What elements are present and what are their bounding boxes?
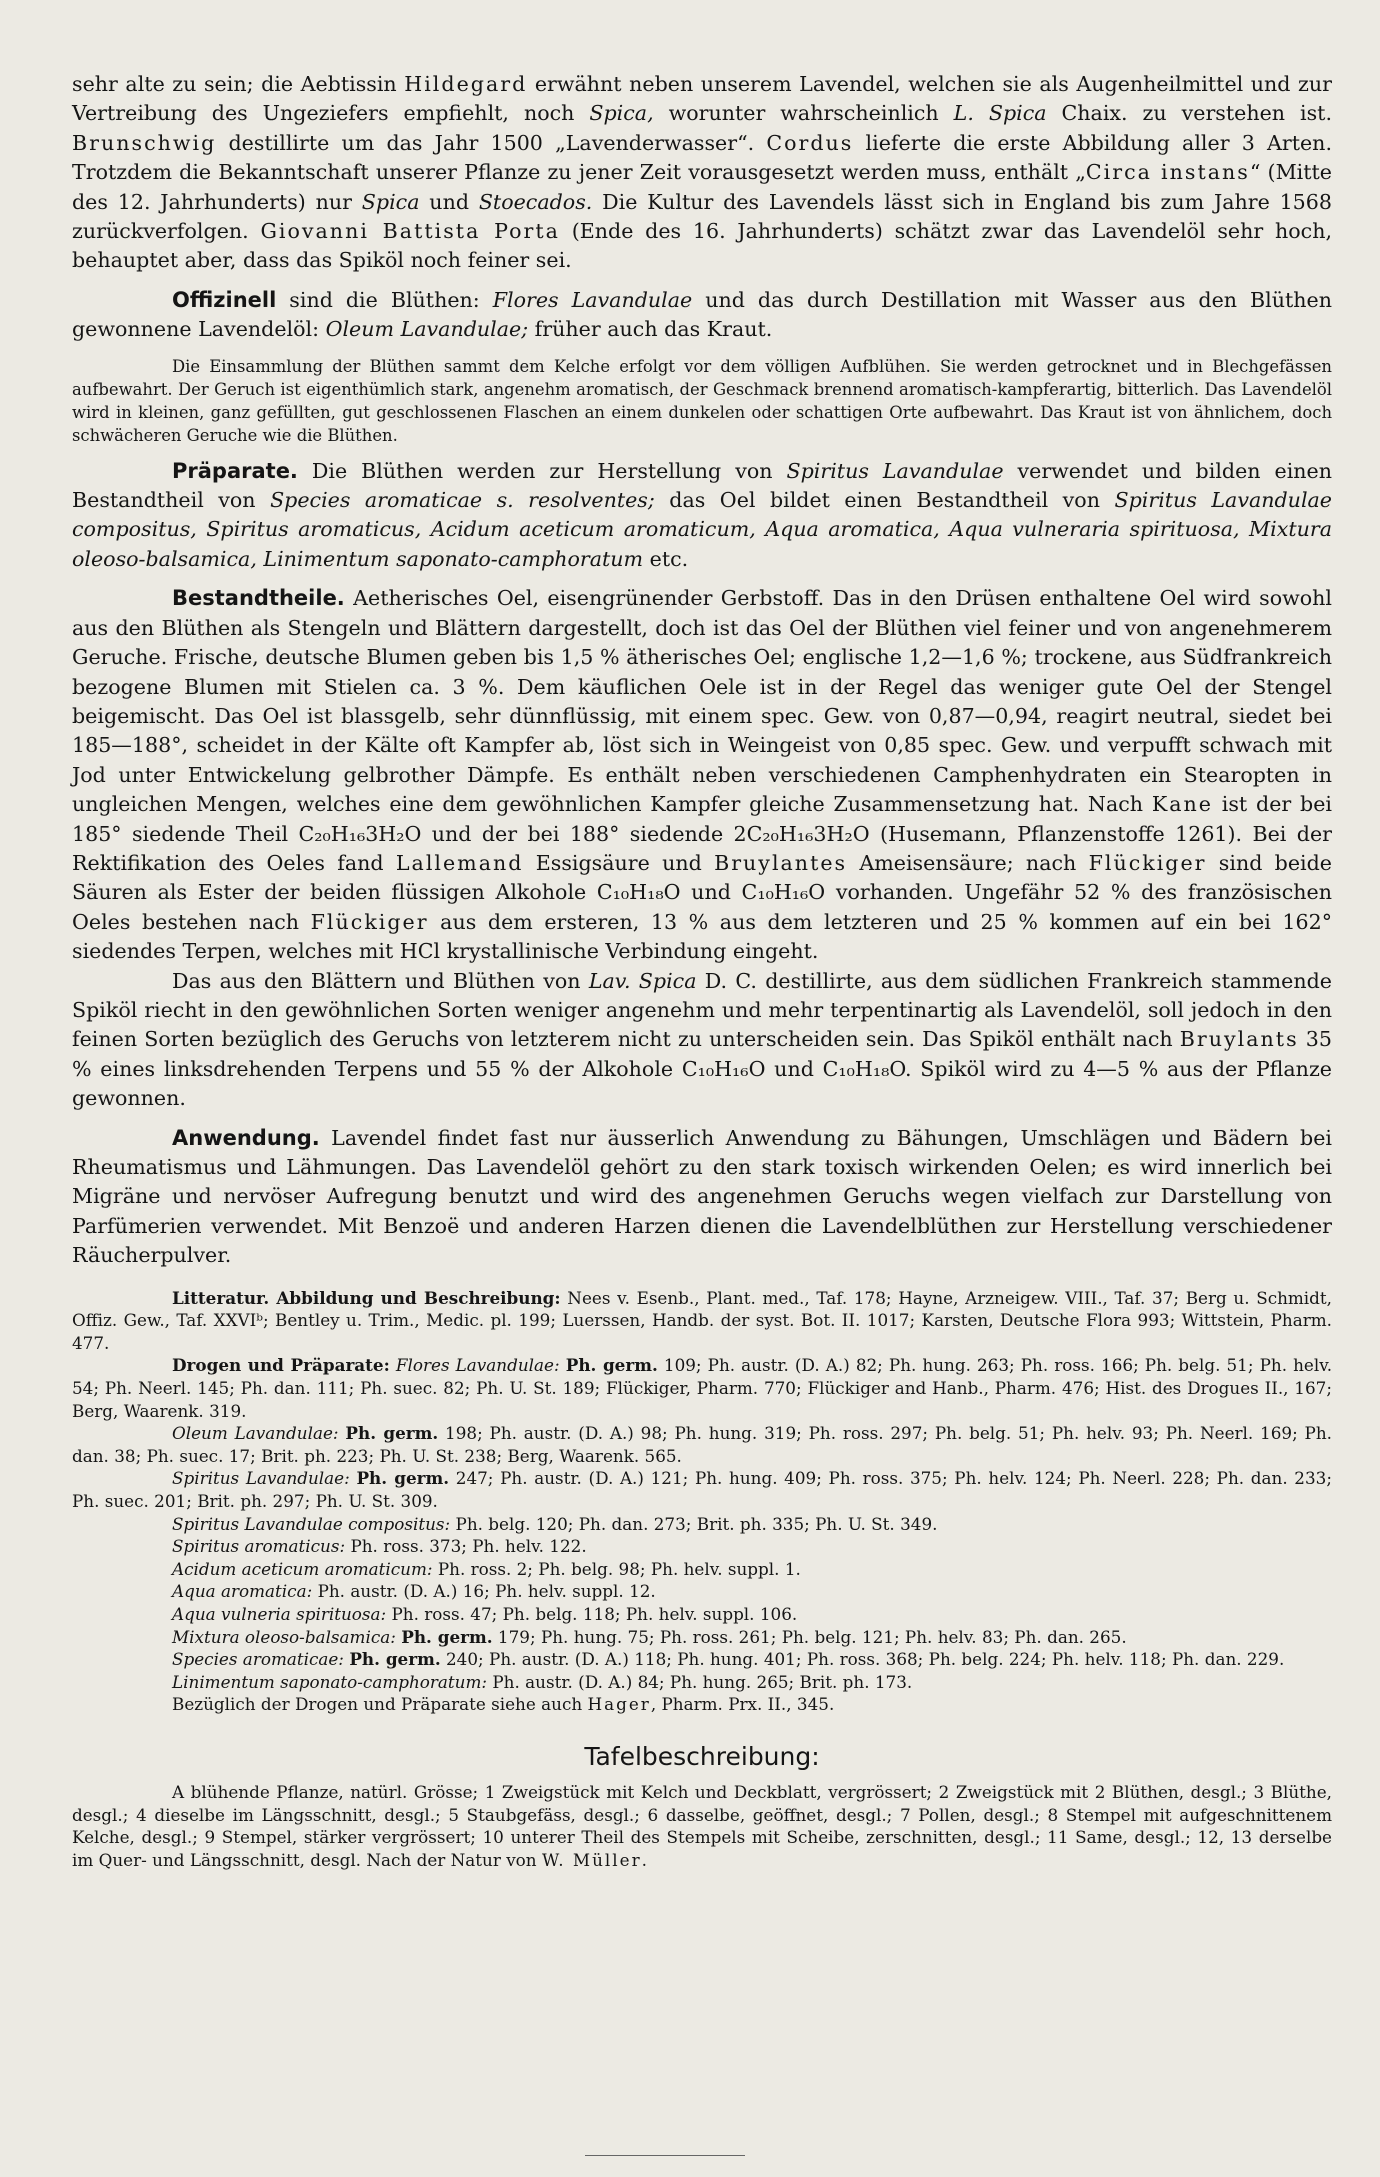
p1-run: erwähnt neben unserem Lavendel, welchen sie als Augenheilmittel und zur Vertreibung des Ungeziefers empfiehlt, noch — [72, 72, 1333, 126]
lit4-run: 247; Ph. austr. (D. A.) 121; Ph. hung. 409; Ph. ross. 375; Ph. helv. 124; Ph. Neerl. 228; Ph. dan. 233; Ph. suec. 201; Brit. ph. 297; Ph. U. St. 309. — [72, 1468, 1332, 1511]
lit2-run: 109; Ph. austr. (D. A.) 82; Ph. hung. 263; Ph. ross. 166; Ph. belg. 51; Ph. helv. 54; Ph. Neerl. 145; Ph. dan. 111; Ph. suec. 82; Ph. U. St. 189; Flückiger, Pharm. 770; Flückiger and Hanb., Pharm. 476; Hist. des Drogues II., 167; Berg, Waarenk. 319. — [72, 1355, 1333, 1421]
lit8-run: Aqua aromatica: — [172, 1581, 313, 1602]
p6-run: Bruylants — [1179, 1027, 1299, 1052]
lit12-run: Ph. austr. (D. A.) 84; Ph. hung. 265; Brit. ph. 173. — [487, 1671, 913, 1692]
lit7-run: Ph. ross. 2; Ph. belg. 98; Ph. helv. suppl. 1. — [432, 1558, 801, 1579]
p4-run: Spiritus Lavandulae compositus, Spiritus aromaticus, Acidum aceticum aromaticum, Aqua aromatica, Aqua vulneraria spirituosa, Mixtura oleoso-balsamica, Linimentum saponato-camphoratum — [72, 488, 1332, 571]
p5-run: Bestandtheile. — [172, 586, 345, 611]
p3-run: Die Einsammlung der Blüthen sammt dem Kelche erfolgt vor dem völligen Aufblühen. Sie werden getrocknet und in Blechgefässen aufbewahrt. Der Geruch ist eigenthümlich stark, angenehm aromatisch, der Geschmack brennend aromatisch-kampferartig, bitterlich. Das Lavendelöl wird in kleinen, ganz gefüllten, gut geschlossenen Flaschen an einem dunkelen oder schattigen Orte aufbewahrt. Das Kraut ist von ähnlichem, doch schwächeren Geruche wie die Blüthen. — [72, 356, 1332, 445]
p1-run: Circa instans — [1085, 160, 1250, 185]
p4-run: etc. — [643, 546, 689, 571]
tafel-description — [72, 1781, 1332, 1871]
litteratur-oleum — [72, 1422, 1332, 1467]
tafel-run: W. Müller — [541, 1849, 642, 1870]
p2-run: früher auch das Kraut. — [528, 317, 773, 342]
lit6-run: Spiritus aromaticus: — [172, 1536, 346, 1557]
litteratur-spiritus — [72, 1467, 1332, 1512]
lit11-run: 240; Ph. austr. (D. A.) 118; Ph. hung. 401; Ph. ross. 368; Ph. belg. 224; Ph. helv. 118; Ph. dan. 229. — [440, 1649, 1285, 1670]
paragraph-bestandtheile — [72, 584, 1332, 966]
p6-run: D. C. destillirte, aus dem südlichen Frankreich stammende Spiköl riecht in den gewöhnlichen Sorten weniger angenehm und mehr terpentinartig als Lavendelöl, soll jedoch in den feinen Sorten bezüglich des Geruchs von letzterem nicht zu unterscheiden sein. Das Spiköl enthält nach — [72, 968, 1332, 1052]
p4-run: verwendet und bilden einen Bestandtheil von — [72, 458, 1333, 513]
p5-run: Aetherisches Oel, eisengrünender Gerbstoff. Das in den Drüsen enthaltene Oel wird sowohl aus den Blüthen als Stengeln und Blättern dargestellt, doch ist das Oel der Blüthen viel feiner und von angenehmerem Geruche. Frische, deutsche Blumen geben bis 1,5 % ätherisches Oel; englische 1,2—1,6 %; trockene, aus Südfrankreich bezogene Blumen mit Stielen ca. 3 %. Dem käuflichen Oele ist in der Regel das weniger gute Oel der Stengel beigemischt. Das Oel ist blassgelb, sehr dünnflüssig, mit einem spec. Gew. von 0,87—0,94, reagirt neutral, siedet bei 185—188°, scheidet in der Kälte oft Kampfer ab, löst sich in Weingeist von 0,85 spec. Gew. und verpufft schwach mit Jod unter Entwickelung gelbrother Dämpfe. Es enthält neben verschiedenen Camphenhydraten ein Stearopten in ungleichen Mengen, welches eine dem gewöhnlichen Kampfer gleiche Zusammensetzung hat. Nach — [72, 586, 1332, 817]
lit1-run: Nees v. Esenb., Plant. med., Taf. 178; Hayne, Arzneigew. VIII., Taf. 37; Berg u. Schmidt, Offiz. Gew., Taf. XXVIᵇ; Bentley u. Trim., Medic. pl. 199; Luerssen, Handb. der syst. Bot. II. 1017; Karsten, Deutsche Flora 993; Wittstein, Pharm. 477. — [72, 1287, 1332, 1353]
paragraph-offizinell — [72, 286, 1332, 345]
p2-run: Oleum Lavandulae; — [325, 317, 529, 342]
p5-run: ist der bei 185° siedende Theil C₂₀H₁₆3H₂O und der bei 188° siedende 2C₂₀H₁₆3H₂O (Husemann, Pflanzenstoffe 1261). Bei der Rektifikation des Oeles fand — [72, 792, 1332, 875]
p5-run: Ameisensäure; nach — [847, 850, 1089, 875]
lit12-run: Linimentum saponato-camphoratum: — [172, 1671, 488, 1692]
p5-run: Flückiger — [1088, 850, 1207, 875]
lit4-run: Spiritus Lavandulae: — [172, 1468, 350, 1489]
lit4-run: Ph. germ. — [356, 1468, 450, 1489]
p1-run: Brunschwig — [72, 130, 217, 155]
lit3-run: 198; Ph. austr. (D. A.) 98; Ph. hung. 319; Ph. ross. 297; Ph. belg. 51; Ph. helv. 93; Ph. Neerl. 169; Ph. dan. 38; Ph. suec. 17; Brit. ph. 223; Ph. U. St. 238; Berg, Waarenk. 565. — [72, 1423, 1332, 1466]
lit2-run: Drogen und Präparate: — [172, 1355, 390, 1376]
p4-run: Spiritus Lavandulae — [786, 458, 1004, 483]
tafel-run: A blühende Pflanze, natürl. Grösse; 1 Zweigstück mit Kelch und Deckblatt, vergrössert; 2 Zweigstück mit 2 Blüthen, desgl.; 3 Blüthe, desgl.; 4 dieselbe im Längsschnitt, desgl.; 5 Staubgefäss, desgl.; 6 dasselbe, geöffnet, desgl.; 7 Pollen, desgl.; 8 Stempel mit aufgeschnittenem Kelche, desgl.; 9 Stempel, stärker vergrössert; 10 unterer Theil des Stempels mit Scheibe, zerschnitten, desgl.; 11 Same, desgl.; 12, 13 derselbe im Quer- und Längsschnitt, desgl. Nach der Natur von — [72, 1781, 1332, 1870]
paragraph-history — [72, 70, 1332, 276]
p7-run: Lavendel findet fast nur äusserlich Anwendung zu Bähungen, Umschlägen und Bädern bei Rheumatismus und Lähmungen. Das Lavendelöl gehört zu den stark toxisch wirkenden Oelen; es wird innerlich bei Migräne und nervöser Aufregung benutzt und wird des angenehmen Geruchs wegen vielfach zur Darstellung von Parfümerien verwendet. Mit Benzoë und anderen Harzen dienen die Lavendelblüthen zur Herstellung verschiedener Räucherpulver. — [72, 1125, 1332, 1268]
litteratur-drogen — [72, 1354, 1332, 1422]
lit9-run: Aqua vulneria spirituosa: — [172, 1603, 387, 1624]
p5-run: Kane — [1151, 792, 1213, 817]
litteratur-species — [72, 1648, 1332, 1671]
lit3-run: Oleum Lavandulae: — [172, 1423, 339, 1444]
lit13-run: Bezüglich der Drogen und Präparate siehe auch — [172, 1694, 588, 1715]
p1-run: Cordus — [766, 130, 854, 155]
p1-run: (Ende des 16. Jahrhunderts) schätzt zwar das Lavendelöl sehr hoch, behauptet aber, dass das Spiköl noch feiner sei. — [72, 219, 1332, 273]
paragraph-anwendung — [72, 1124, 1332, 1271]
lit9-run: Ph. ross. 47; Ph. belg. 118; Ph. helv. suppl. 106. — [386, 1603, 798, 1624]
paragraph-collection-note — [72, 355, 1332, 447]
paragraph-praeparate — [72, 457, 1332, 575]
p6-run: Lav. Spica — [588, 968, 697, 993]
lit5-run: Spiritus Lavandulae compositus: — [172, 1513, 451, 1534]
p1-run: lieferte die erste Abbildung aller 3 Arten. Trotzdem die Bekanntschaft unserer Pflanze zu jener Zeit vorausgesetzt werden muss, enthält „ — [72, 130, 1332, 185]
p6-run: 35 % eines linksdrehenden Terpens und 55 % der Alkohole C₁₀H₁₆O und C₁₀H₁₈O. Spiköl wird zu 4—5 % aus der Pflanze gewonnen. — [72, 1027, 1332, 1111]
p1-run: Stoecados. — [478, 189, 593, 214]
p1-run: Die Kultur des Lavendels lässt sich in England bis zum Jahre 1568 zurückverfolgen. — [72, 189, 1332, 244]
lit13-run: , Pharm. Prx. II., 345. — [650, 1694, 835, 1715]
p1-run: worunter wahrscheinlich — [653, 101, 954, 126]
p6-run: Das aus den Blättern und Blüthen von — [172, 968, 589, 993]
litteratur-hager — [72, 1693, 1332, 1716]
p1-run: Giovanni Battista Porta — [260, 219, 560, 244]
p4-run: Präparate. — [172, 458, 298, 483]
p1-run: destillirte um das Jahr 1500 „Lavenderwasser“. — [216, 130, 767, 155]
p5-run: Bruylantes — [714, 850, 848, 875]
p1-run: L. Spica — [953, 101, 1047, 126]
p1-run: und — [419, 189, 479, 214]
lit2-run: Flores Lavandulae: — [395, 1355, 560, 1376]
litteratur-aqua-aromatica — [72, 1580, 1332, 1603]
p4-run: Species aromaticae s. resolventes; — [270, 488, 655, 513]
lit10-run: Ph. germ. — [401, 1626, 493, 1647]
litteratur-acidum — [72, 1558, 1332, 1581]
p5-run: Flückiger — [310, 909, 429, 934]
footer-rule — [585, 2155, 745, 2156]
lit5-run: Ph. belg. 120; Ph. dan. 273; Brit. ph. 335; Ph. U. St. 349. — [450, 1513, 938, 1534]
paragraph-spikoel — [72, 967, 1332, 1114]
p1-run: “ (Mitte des 12. Jahrhunderts) nur — [72, 160, 1332, 214]
litteratur-aqua-vulneria — [72, 1603, 1332, 1626]
litteratur-abbildung — [72, 1287, 1332, 1355]
tafel-run: . — [641, 1849, 647, 1870]
lit10-run: 179; Ph. hung. 75; Ph. ross. 261; Ph. belg. 121; Ph. helv. 83; Ph. dan. 265. — [492, 1626, 1127, 1647]
litteratur-spiritus-compositus — [72, 1513, 1332, 1536]
lit8-run: Ph. austr. (D. A.) 16; Ph. helv. suppl. 12. — [312, 1581, 656, 1602]
p5-run: Lallemand — [395, 850, 524, 875]
p1-run: Hildegard — [404, 72, 528, 96]
lit7-run: Acidum aceticum aromaticum: — [172, 1558, 433, 1579]
p5-run: aus dem ersteren, 13 % aus dem letzteren und 25 % kommen auf ein bei 162° siedendes Terpen, welches mit HCl krystallinische Verbindung eingeht. — [72, 909, 1332, 964]
p1-run: Spica — [361, 189, 420, 214]
p5-run: sind beide Säuren als Ester der beiden flüssigen Alkohole C₁₀H₁₈O und C₁₀H₁₆O vorhanden. Ungefähr 52 % des französischen Oeles bestehen nach — [72, 850, 1332, 934]
lit10-run: Mixtura oleoso-balsamica: — [172, 1626, 396, 1647]
p5-run: Essigsäure und — [523, 850, 715, 875]
lit6-run: Ph. ross. 373; Ph. helv. 122. — [345, 1536, 587, 1557]
p4-run: das Oel bildet einen Bestandtheil von — [654, 488, 1115, 513]
p1-run: Spica, — [589, 101, 654, 126]
litteratur-spiritus-aromaticus — [72, 1535, 1332, 1558]
p2-run: und das durch Destillation mit Wasser aus den Blüthen gewonnene Lavendelöl: — [72, 287, 1333, 342]
lit13-run: Hager — [587, 1694, 651, 1715]
p2-run: Flores Lavandulae — [492, 287, 693, 312]
p7-run: Anwendung. — [172, 1125, 320, 1150]
p1-run: sehr alte zu sein; die Aebtissin — [72, 72, 405, 96]
tafel-title: Tafelbeschreibung: — [584, 1741, 820, 1771]
document-page — [72, 70, 1332, 1871]
lit11-run: Species aromaticae: — [172, 1649, 344, 1670]
lit3-run: Ph. germ. — [345, 1423, 439, 1444]
lit2-run: Ph. germ. — [565, 1355, 658, 1376]
lit11-run: Ph. germ. — [349, 1649, 441, 1670]
p1-run: Chaix. zu verstehen ist. — [1046, 101, 1332, 126]
p4-run: Die Blüthen werden zur Herstellung von — [297, 458, 787, 483]
litteratur-linimentum — [72, 1671, 1332, 1694]
p2-run: sind die Blüthen: — [276, 287, 493, 312]
p2-run: Offizinell — [172, 287, 277, 312]
litteratur-mixtura — [72, 1626, 1332, 1649]
lit1-run: Litteratur. Abbildung und Beschreibung: — [172, 1287, 561, 1308]
